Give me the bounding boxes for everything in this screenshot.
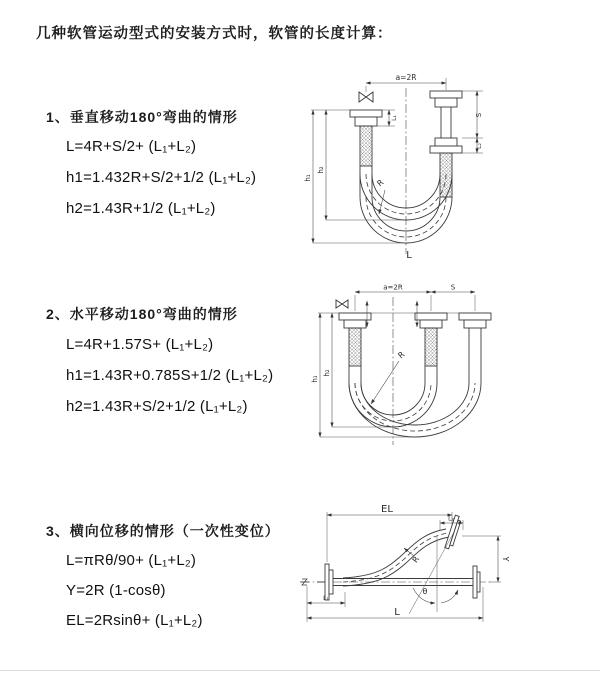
page-bottom-rule: [0, 670, 600, 671]
dim-a2r-s: [355, 284, 475, 312]
diagram-lateral-displacement: [297, 502, 597, 652]
dim-label-l: L: [394, 607, 400, 618]
dim-label-h1: h₁: [311, 375, 319, 383]
braided-hose-section: [349, 328, 361, 366]
right-pipe: [459, 313, 491, 383]
formula-line: h1=1.432R+S/2+1/2 (L₁+L₂): [66, 169, 257, 186]
page-title: 几种软管运动型式的安装方式时，软管的长度计算：: [36, 26, 393, 42]
braided-hose-section: [360, 126, 372, 166]
section-heading-1: 1、垂直移动180°弯曲的情形: [46, 109, 238, 125]
formula-line: L=πRθ/90+ (L₁+L₂): [66, 552, 197, 569]
braided-hose-section: [425, 328, 437, 366]
dim-label-a2r: a=2R: [395, 73, 417, 82]
dim-label-r: R: [396, 349, 407, 361]
dim-label-a2r: a=2R: [383, 283, 403, 292]
hose-u-bends: [349, 383, 481, 437]
dim-label-l1: L₁: [391, 115, 398, 121]
formula-line: h2=1.43R+S/2+1/2 (L₁+L₂): [66, 398, 248, 415]
dim-label-h2: h₂: [317, 166, 325, 174]
valve-icon: [359, 92, 373, 102]
dim-el: [327, 504, 452, 565]
dim-label-l1: L₁: [323, 595, 329, 602]
dim-label-l2: L₂: [476, 143, 483, 149]
dim-label-r: R: [375, 177, 386, 189]
fitting-dims: [367, 301, 417, 327]
valve-icon: [336, 300, 348, 308]
formula-line: h1=1.43R+0.785S+1/2 (L₁+L₂): [66, 367, 274, 384]
dim-label-h1: h₁: [304, 174, 312, 182]
formula-line: Y=2R (1-cosθ): [66, 582, 166, 599]
dim-label-s: S: [475, 112, 483, 118]
dim-label-l2: L₂: [448, 515, 454, 523]
formula-line: h2=1.43R+1/2 (L₁+L₂): [66, 200, 216, 217]
dim-label-el: EL: [381, 504, 393, 515]
radius-callout: [371, 350, 407, 404]
section-heading-2: 2、水平移动180°弯曲的情形: [46, 306, 238, 322]
section-heading-3: 3、横向位移的情形（一次性变位）: [46, 523, 280, 539]
dim-h1-h2: [304, 110, 406, 243]
dim-label-y: Y: [501, 556, 510, 562]
diagram-horizontal-180-bend: [310, 283, 600, 453]
radius-callout: [375, 178, 385, 214]
dim-label-s: S: [450, 283, 456, 292]
middle-pipe: [415, 313, 447, 383]
dim-y: [462, 536, 510, 582]
formula-line: L=4R+1.57S+ (L₁+L₂): [66, 336, 214, 353]
dim-label-r: R: [410, 554, 422, 565]
dim-label-h2: h₂: [323, 369, 331, 377]
dim-h1-h2: [311, 313, 415, 437]
centerline-symbol: [300, 579, 309, 585]
right-flange: [473, 566, 480, 598]
right-pipe: [430, 91, 462, 197]
formula-line: L=4R+S/2+ (L₁+L₂): [66, 138, 197, 155]
dim-label-theta: θ: [422, 587, 428, 596]
diagram-vertical-180-bend: [303, 66, 593, 264]
formula-line: EL=2Rsinθ+ (L₁+L₂): [66, 612, 203, 629]
left-pipe: [339, 313, 371, 383]
dim-label-l: L: [406, 250, 412, 261]
curved-hose: [343, 529, 449, 586]
